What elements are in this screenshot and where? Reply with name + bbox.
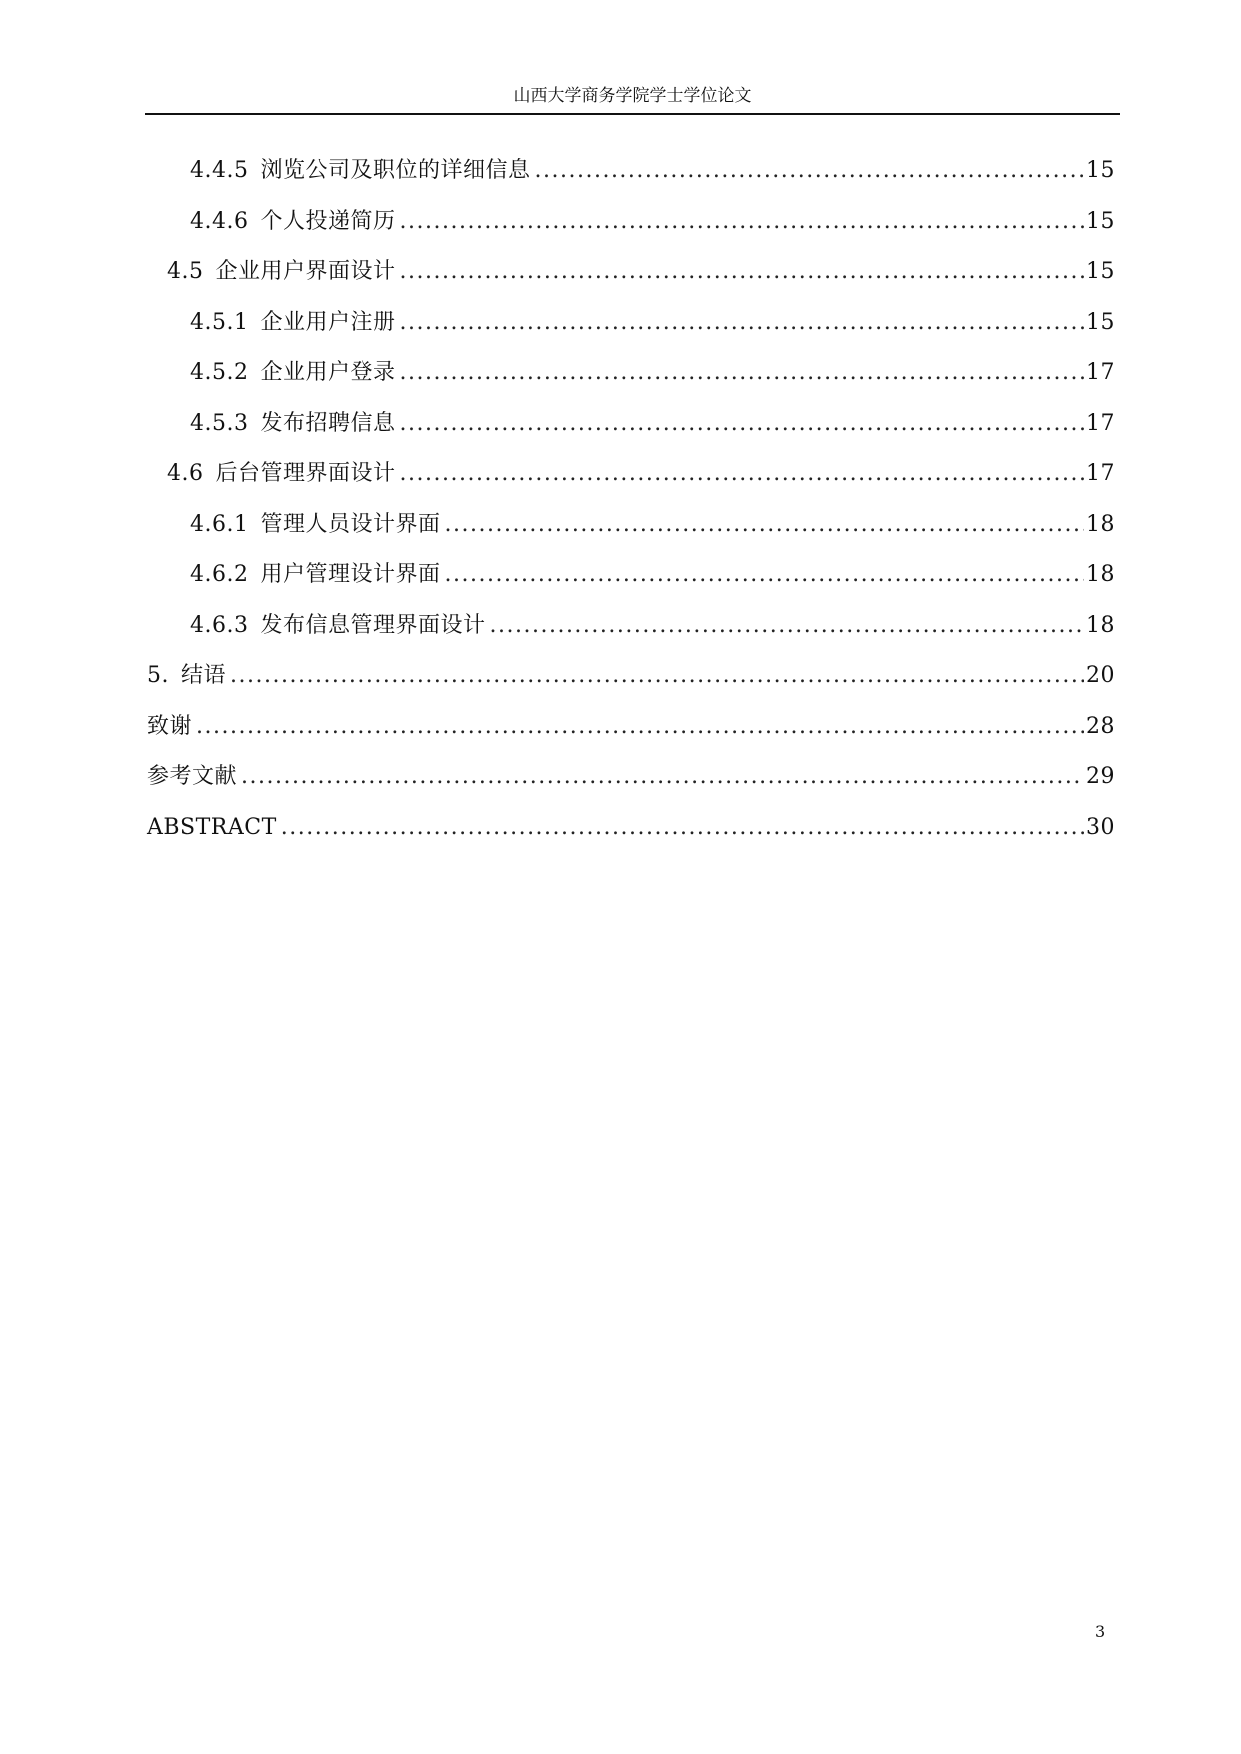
toc-entry[interactable]	[147, 459, 1115, 510]
toc-entry[interactable]	[147, 358, 1115, 409]
toc-entry-page: 30	[1086, 814, 1115, 840]
toc-entry-page: 15	[1086, 158, 1115, 183]
table-of-contents	[147, 156, 1115, 863]
toc-entry-title: ABSTRACT	[147, 814, 277, 840]
toc-entry[interactable]	[147, 257, 1115, 308]
toc-entry-page: 18	[1086, 612, 1115, 638]
toc-entry-title: 致谢	[147, 713, 193, 739]
toc-entry-number: 4.5.1	[190, 309, 249, 335]
toc-entry-number: 4.6	[167, 461, 204, 486]
toc-dot-leader	[400, 409, 1085, 439]
toc-dot-leader	[400, 207, 1085, 237]
toc-entry[interactable]	[147, 560, 1115, 611]
toc-entry-number: 4.4.5	[190, 158, 249, 183]
toc-entry-title: 企业用户界面设计	[215, 259, 396, 284]
toc-entry-number: 4.6.3	[190, 612, 249, 638]
toc-entry-page: 29	[1086, 764, 1115, 789]
toc-dot-leader	[230, 661, 1084, 691]
toc-dot-leader	[400, 358, 1085, 388]
toc-entry-title: 管理人员设计界面	[260, 511, 441, 537]
toc-dot-leader	[445, 510, 1085, 540]
toc-entry-page: 17	[1086, 410, 1115, 436]
toc-dot-leader	[535, 156, 1085, 186]
toc-entry-page: 15	[1086, 309, 1115, 335]
toc-dot-leader	[281, 813, 1084, 843]
toc-entry-number: 4.5.3	[190, 410, 249, 436]
toc-entry[interactable]	[147, 409, 1115, 460]
toc-dot-leader	[400, 459, 1084, 489]
header-rule	[145, 113, 1120, 115]
toc-entry-title: 用户管理设计界面	[260, 562, 441, 587]
toc-dot-leader	[400, 308, 1085, 338]
page-header-title: 山西大学商务学院学士学位论文	[513, 86, 752, 106]
toc-entry-number: 4.4.6	[190, 208, 249, 234]
toc-entry[interactable]	[147, 611, 1115, 662]
toc-entry-number: 5.	[147, 663, 169, 688]
toc-dot-leader	[241, 762, 1084, 792]
toc-dot-leader	[490, 611, 1085, 641]
toc-entry-page: 15	[1086, 208, 1115, 234]
toc-entry[interactable]	[147, 762, 1115, 813]
page-number: 3	[1095, 1622, 1106, 1641]
toc-entry[interactable]	[147, 813, 1115, 864]
toc-entry-title: 浏览公司及职位的详细信息	[260, 158, 531, 183]
toc-entry-title: 参考文献	[147, 764, 238, 789]
toc-dot-leader	[196, 712, 1084, 742]
toc-entry-page: 17	[1086, 360, 1115, 385]
toc-entry-number: 4.5	[167, 259, 204, 284]
toc-entry[interactable]	[147, 510, 1115, 561]
toc-entry[interactable]	[147, 661, 1115, 712]
toc-entry-number: 4.6.2	[190, 562, 249, 587]
toc-entry-page: 18	[1086, 511, 1115, 537]
toc-entry-title: 发布招聘信息	[260, 410, 396, 436]
toc-entry-page: 15	[1086, 259, 1115, 284]
toc-entry[interactable]	[147, 207, 1115, 258]
toc-entry-page: 18	[1086, 562, 1115, 587]
toc-entry-page: 20	[1086, 663, 1115, 688]
toc-entry[interactable]	[147, 156, 1115, 207]
toc-dot-leader	[400, 257, 1084, 287]
toc-entry[interactable]	[147, 712, 1115, 763]
toc-entry-page: 17	[1086, 461, 1115, 486]
toc-entry-page: 28	[1086, 713, 1115, 739]
toc-entry-title: 企业用户注册	[260, 309, 396, 335]
toc-entry[interactable]	[147, 308, 1115, 359]
toc-entry-title: 个人投递简历	[260, 208, 396, 234]
toc-entry-title: 企业用户登录	[260, 360, 396, 385]
toc-entry-number: 4.6.1	[190, 511, 249, 537]
toc-entry-title: 发布信息管理界面设计	[260, 612, 486, 638]
toc-dot-leader	[445, 560, 1085, 590]
toc-entry-title: 结语	[181, 663, 227, 688]
toc-entry-title: 后台管理界面设计	[215, 461, 396, 486]
toc-entry-number: 4.5.2	[190, 360, 249, 385]
